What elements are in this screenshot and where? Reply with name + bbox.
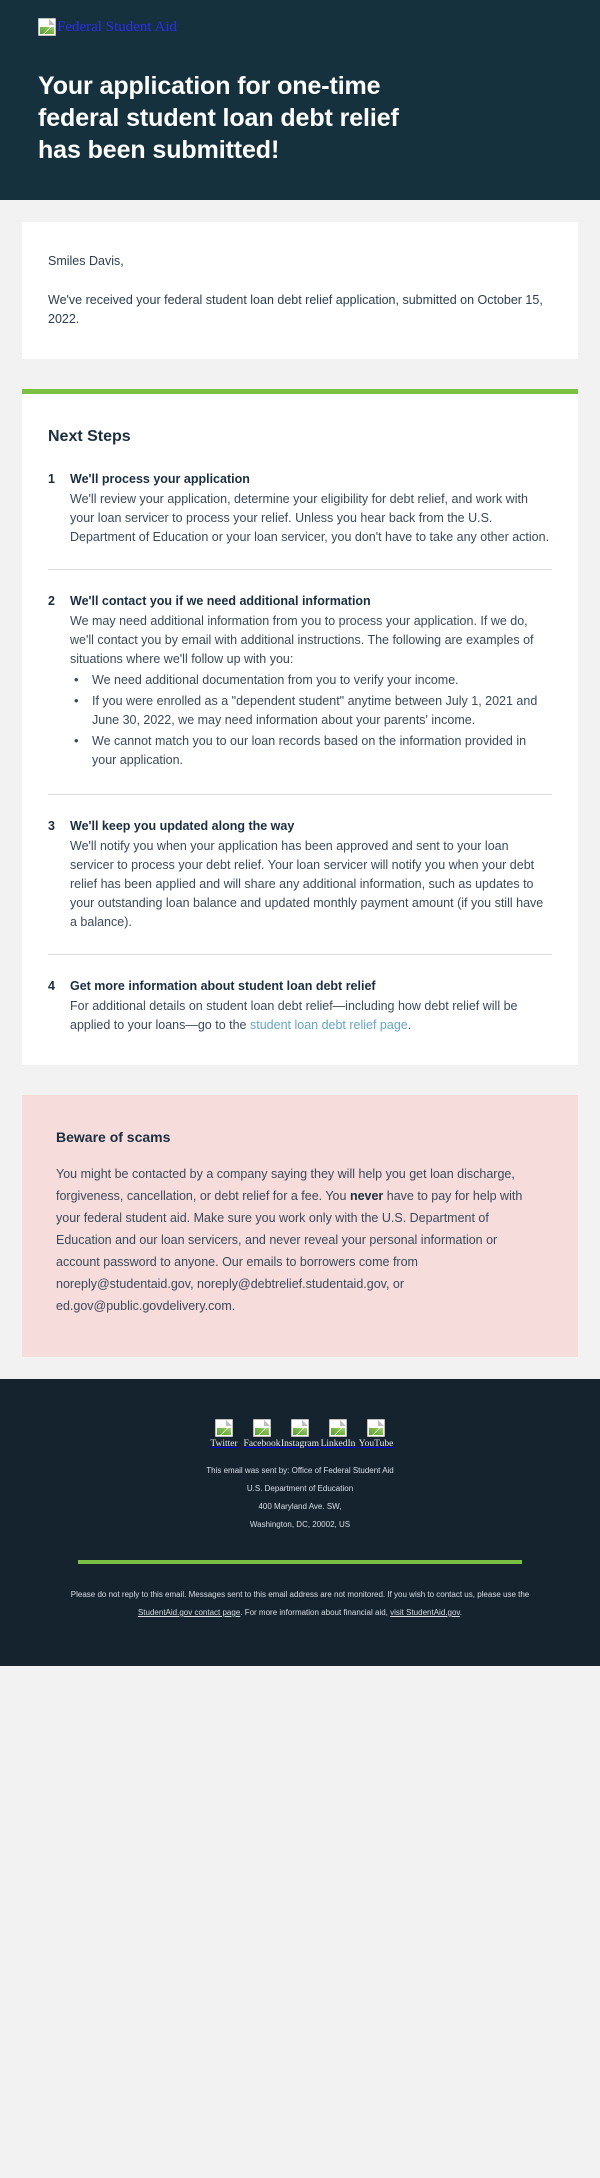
email-footer	[0, 1379, 600, 1666]
scam-text-part2: have to pay for help with your federal student aid. Make sure you work only with the U.S. Department of Education and our loan servicers, and never reveal your personal information or account password to anyone. Our emails to borrowers come from noreply@studentaid.gov, noreply@debtrelief.studentaid.gov, or ed.gov@public.govdelivery.com.	[56, 1189, 523, 1313]
step-item	[48, 592, 552, 772]
footer-address-line1: 400 Maryland Ave. SW,	[258, 1502, 342, 1511]
social-link-youtube[interactable]	[358, 1419, 394, 1450]
step-item	[48, 977, 552, 1035]
spacer	[22, 359, 578, 389]
step-text: We'll notify you when your application has been approved and sent to your loan servicer to process your debt relief. Your loan servicer will notify you when your debt relief has been applied and will share any additional information, such as updates to your outstanding loan balance and updated monthly payment amount (if you still have a balance).	[70, 839, 544, 929]
step-text: We'll review your application, determine your eligibility for debt relief, and work with your loan servicer to process your relief. Unless you hear back from the U.S. Department of Education or your loan servicer, you don't have to take any other action.	[70, 492, 550, 544]
social-link-linkedin[interactable]	[320, 1419, 356, 1450]
social-label: Twitter	[210, 1439, 238, 1449]
intro-card	[22, 222, 578, 359]
logo-alt-text[interactable]: Federal Student Aid	[57, 19, 177, 35]
social-link-instagram[interactable]	[281, 1419, 319, 1450]
list-item: • If you were enrolled as a "dependent student" anytime between July 1, 2021 and June 30, 2022, we may need information about your parents' income.	[70, 692, 552, 730]
step-divider	[48, 954, 552, 955]
broken-image-icon	[38, 18, 56, 36]
footer-disclaimer	[38, 1586, 562, 1622]
next-steps-card	[22, 389, 578, 1065]
step-divider	[48, 794, 552, 795]
step-text	[70, 997, 552, 1035]
step-text-after-link: .	[407, 1018, 412, 1032]
scam-warning-title: Beware of scams	[56, 1129, 171, 1145]
scam-warning-card	[22, 1095, 578, 1357]
footer-address-line2: Washington, DC, 20002, US	[249, 1520, 351, 1529]
next-steps-title: Next Steps	[48, 428, 131, 445]
step-item	[48, 817, 552, 932]
spacer	[22, 1357, 578, 1379]
broken-image-icon	[329, 1419, 347, 1437]
scam-warning-text	[56, 1163, 544, 1317]
scam-text-part1: You might be contacted by a company saying they will help you get loan discharge, forgiveness, cancellation, or debt relief for a fee. You	[56, 1167, 515, 1203]
intro-text: We've received your federal student loan debt relief application, submitted on October 15, 2022.	[48, 293, 543, 326]
social-label: Instagram	[281, 1439, 319, 1449]
step-item	[48, 470, 552, 547]
step-number: 1	[48, 472, 55, 486]
broken-image-icon	[253, 1419, 271, 1437]
student-loan-debt-relief-page-link[interactable]: student loan debt relief page	[249, 1018, 408, 1032]
footer-department: U.S. Department of Education	[246, 1484, 354, 1493]
step-divider	[48, 569, 552, 570]
social-label: YouTube	[358, 1439, 394, 1449]
footer-note-part2: . For more information about financial aid,	[240, 1608, 391, 1617]
social-label: LinkedIn	[320, 1439, 356, 1449]
visit-studentaid-link[interactable]: visit StudentAid.gov	[390, 1608, 460, 1617]
step-heading: We'll contact you if we need additional information	[70, 594, 371, 608]
step-text-before-link: For additional details on student loan debt relief—including how debt relief will be applied to your loans—go to the	[70, 999, 518, 1032]
social-label: Facebook	[243, 1439, 281, 1449]
federal-student-aid-logo[interactable]	[38, 18, 238, 36]
list-item: • We need additional documentation from you to verify your income.	[70, 671, 552, 690]
email-body	[0, 200, 600, 1379]
step-number: 2	[48, 594, 55, 608]
email-header	[0, 0, 600, 200]
social-link-facebook[interactable]	[243, 1419, 281, 1450]
footer-accent-divider	[78, 1560, 522, 1564]
broken-image-icon	[215, 1419, 233, 1437]
social-link-twitter[interactable]	[209, 1419, 239, 1450]
step-number: 4	[48, 979, 55, 993]
greeting-text: Smiles Davis,	[48, 254, 124, 268]
studentaid-contact-page-link[interactable]: StudentAid.gov contact page	[137, 1608, 241, 1617]
page-title: Your application for one-time federal student loan debt relief has been submitted!	[38, 72, 399, 164]
footer-sent-by: This email was sent by: Office of Federal Student Aid	[206, 1466, 394, 1475]
list-item: • We cannot match you to our loan records based on the information provided in your application.	[70, 732, 552, 770]
footer-note-part3: .	[459, 1608, 463, 1617]
footer-address-block	[38, 1462, 562, 1534]
step-heading: Get more information about student loan debt relief	[70, 979, 376, 993]
spacer	[22, 1065, 578, 1095]
footer-note-part1: Please do not reply to this email. Messages sent to this email address are not monitored. If you wish to contact us, please use the	[70, 1590, 530, 1599]
step-text: We may need additional information from you to process your application. If we do, we'll contact you by email with additional instructions. The following are examples of situations where we'll follow up with you:	[70, 614, 534, 666]
social-links	[38, 1419, 562, 1450]
step-number: 3	[48, 819, 55, 833]
spacer	[22, 200, 578, 222]
step-heading: We'll process your application	[70, 472, 250, 486]
scam-text-emphasis: never	[349, 1189, 384, 1203]
step-bullet-list	[70, 671, 552, 770]
broken-image-icon	[367, 1419, 385, 1437]
step-heading: We'll keep you updated along the way	[70, 819, 295, 833]
broken-image-icon	[291, 1419, 309, 1437]
